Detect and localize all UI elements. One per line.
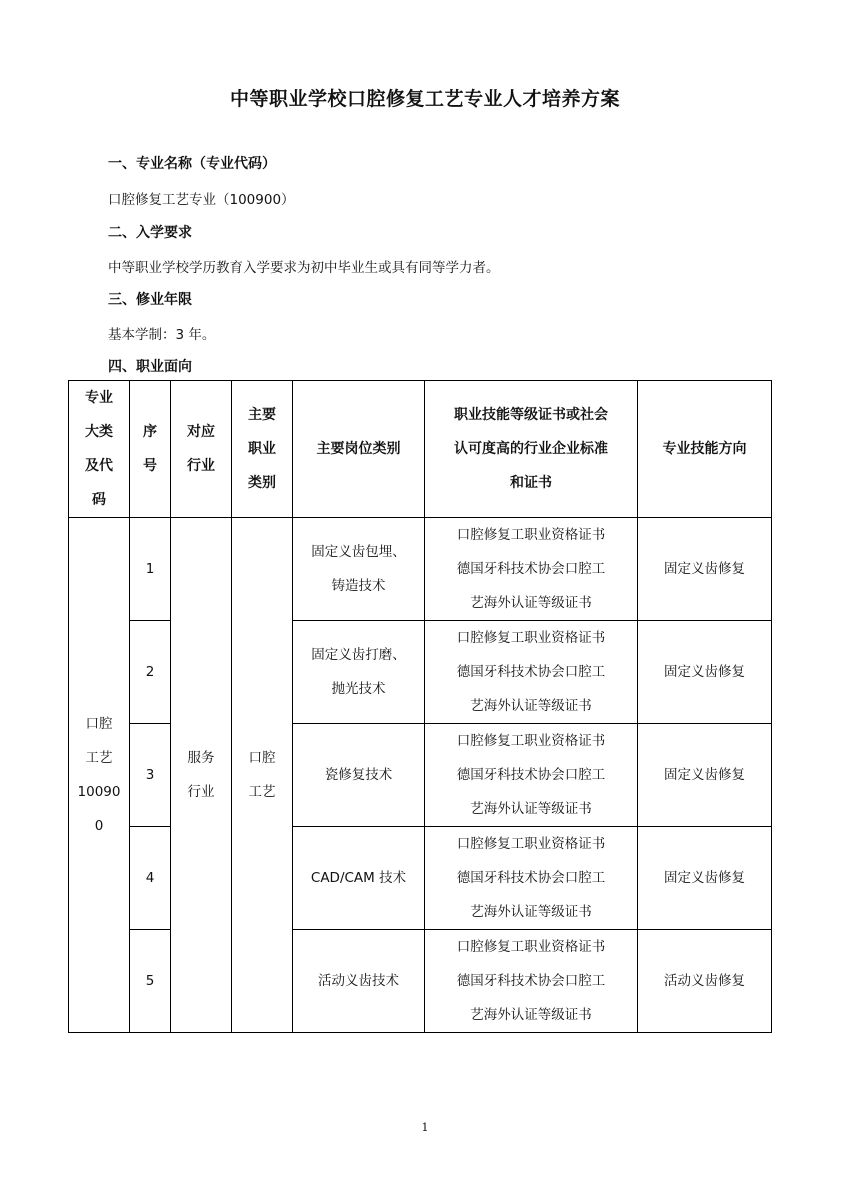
section-heading-4: 四、职业面向 bbox=[108, 359, 192, 375]
occupation-table bbox=[68, 380, 772, 1033]
cell-certificate: 口腔修复工职业资格证书 德国牙科技术协会口腔工 艺海外认证等级证书 bbox=[425, 621, 638, 724]
cell-serial: 1 bbox=[130, 518, 171, 621]
cell-certificate: 口腔修复工职业资格证书 德国牙科技术协会口腔工 艺海外认证等级证书 bbox=[425, 930, 638, 1033]
section-heading-2: 二、入学要求 bbox=[108, 225, 192, 241]
header-industry: 对应 行业 bbox=[171, 381, 232, 518]
cell-post: 瓷修复技术 bbox=[293, 724, 425, 827]
cell-industry: 服务 行业 bbox=[171, 518, 232, 1033]
cell-post: 固定义齿包埋、 铸造技术 bbox=[293, 518, 425, 621]
section-heading-1: 一、专业名称（专业代码） bbox=[108, 156, 276, 172]
header-post: 主要岗位类别 bbox=[293, 381, 425, 518]
cell-serial: 3 bbox=[130, 724, 171, 827]
cell-post: 固定义齿打磨、 抛光技术 bbox=[293, 621, 425, 724]
section-body-2: 中等职业学校学历教育入学要求为初中毕业生或具有同等学力者。 bbox=[108, 260, 500, 276]
header-category: 专业 大类 及代 码 bbox=[69, 381, 130, 518]
header-direction: 专业技能方向 bbox=[638, 381, 772, 518]
section-heading-3: 三、修业年限 bbox=[108, 292, 192, 308]
cell-certificate: 口腔修复工职业资格证书 德国牙科技术协会口腔工 艺海外认证等级证书 bbox=[425, 724, 638, 827]
cell-post: CAD/CAM 技术 bbox=[293, 827, 425, 930]
cell-direction: 固定义齿修复 bbox=[638, 827, 772, 930]
table-header-row bbox=[69, 381, 772, 518]
page-number: 1 bbox=[421, 1121, 429, 1134]
cell-certificate: 口腔修复工职业资格证书 德国牙科技术协会口腔工 艺海外认证等级证书 bbox=[425, 518, 638, 621]
cell-direction: 固定义齿修复 bbox=[638, 518, 772, 621]
document-title: 中等职业学校口腔修复工艺专业人才培养方案 bbox=[229, 88, 620, 110]
cell-post: 活动义齿技术 bbox=[293, 930, 425, 1033]
header-serial: 序 号 bbox=[130, 381, 171, 518]
cell-category: 口腔 工艺 10090 0 bbox=[69, 518, 130, 1033]
cell-serial: 2 bbox=[130, 621, 171, 724]
cell-occupation: 口腔 工艺 bbox=[232, 518, 293, 1033]
cell-direction: 固定义齿修复 bbox=[638, 621, 772, 724]
table-row bbox=[69, 518, 772, 621]
header-certificate: 职业技能等级证书或社会 认可度高的行业企业标准 和证书 bbox=[425, 381, 638, 518]
cell-serial: 4 bbox=[130, 827, 171, 930]
section-body-3: 基本学制：3 年。 bbox=[108, 327, 216, 343]
header-occupation: 主要 职业 类别 bbox=[232, 381, 293, 518]
cell-direction: 固定义齿修复 bbox=[638, 724, 772, 827]
section-body-1: 口腔修复工艺专业（100900） bbox=[108, 192, 295, 208]
cell-direction: 活动义齿修复 bbox=[638, 930, 772, 1033]
cell-certificate: 口腔修复工职业资格证书 德国牙科技术协会口腔工 艺海外认证等级证书 bbox=[425, 827, 638, 930]
cell-serial: 5 bbox=[130, 930, 171, 1033]
